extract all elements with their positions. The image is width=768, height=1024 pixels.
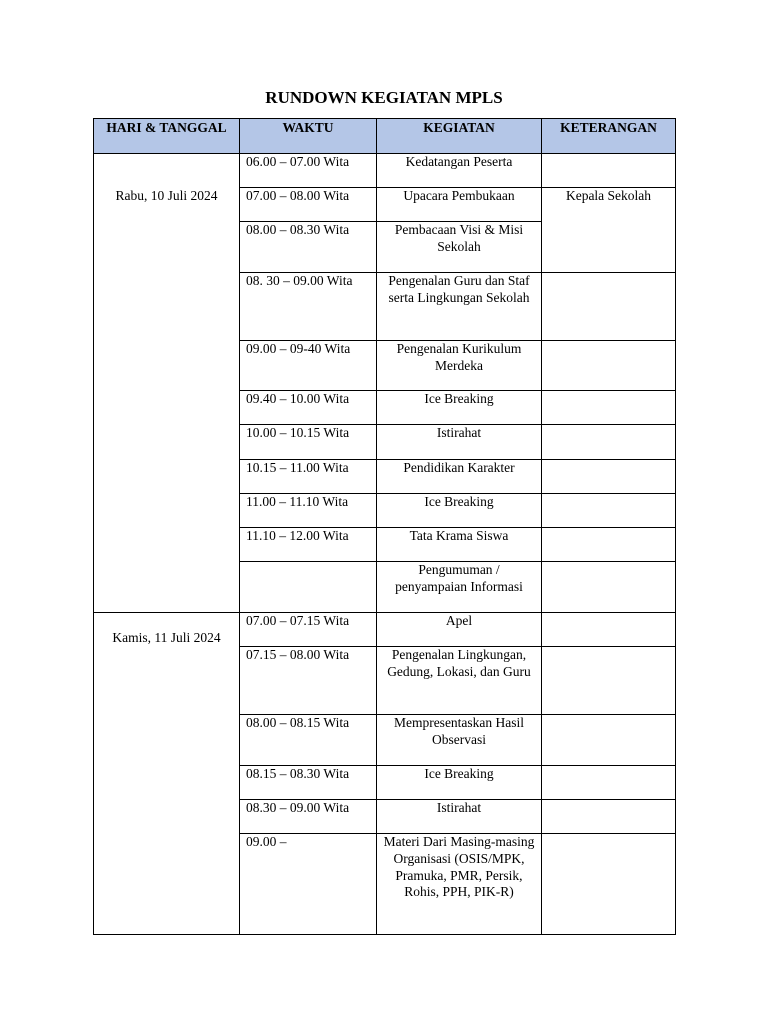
- table-row: [94, 154, 676, 188]
- time-cell: 09.40 – 10.00 Wita: [240, 391, 377, 425]
- header-row: [94, 119, 676, 154]
- activity-cell: Pembacaan Visi & Misi Sekolah: [377, 222, 542, 273]
- note-cell: [542, 391, 676, 425]
- note-cell: [542, 528, 676, 562]
- document-title: RUNDOWN KEGIATAN MPLS: [265, 88, 503, 107]
- header-time: WAKTU: [240, 119, 377, 154]
- time-cell: 09.00 –: [240, 834, 377, 935]
- note-cell: Kepala Sekolah: [542, 188, 676, 273]
- note-cell: [542, 562, 676, 613]
- time-cell: [240, 562, 377, 613]
- note-cell: [542, 460, 676, 494]
- note-cell: [542, 715, 676, 766]
- time-cell: 07.15 – 08.00 Wita: [240, 647, 377, 715]
- activity-cell: Pengenalan Kurikulum Merdeka: [377, 341, 542, 391]
- time-cell: 11.00 – 11.10 Wita: [240, 494, 377, 528]
- day-label: Rabu, 10 Juli 2024: [115, 188, 218, 203]
- note-cell: [542, 341, 676, 391]
- time-cell: 09.00 – 09-40 Wita: [240, 341, 377, 391]
- rundown-table: [93, 118, 676, 935]
- note-cell: [542, 425, 676, 460]
- activity-cell: Apel: [377, 613, 542, 647]
- activity-cell: Upacara Pembukaan: [377, 188, 542, 222]
- header-day: HARI & TANGGAL: [94, 119, 240, 154]
- note-cell: [542, 647, 676, 715]
- day-label: Kamis, 11 Juli 2024: [112, 630, 221, 645]
- activity-cell: Kedatangan Peserta: [377, 154, 542, 188]
- note-cell: [542, 154, 676, 188]
- activity-cell: Ice Breaking: [377, 766, 542, 800]
- time-cell: 11.10 – 12.00 Wita: [240, 528, 377, 562]
- activity-cell: Mempresentaskan Hasil Observasi: [377, 715, 542, 766]
- time-cell: 07.00 – 08.00 Wita: [240, 188, 377, 222]
- time-cell: 08.15 – 08.30 Wita: [240, 766, 377, 800]
- activity-cell: Ice Breaking: [377, 494, 542, 528]
- activity-cell: Tata Krama Siswa: [377, 528, 542, 562]
- header-activity: KEGIATAN: [377, 119, 542, 154]
- activity-cell: Pendidikan Karakter: [377, 460, 542, 494]
- day-cell: [94, 154, 240, 613]
- time-cell: 10.00 – 10.15 Wita: [240, 425, 377, 460]
- activity-cell: Materi Dari Masing-masing Organisasi (OSIS/MPK, Pramuka, PMR, Persik, Rohis, PPH, PIK-R): [377, 834, 542, 935]
- activity-cell: Istirahat: [377, 425, 542, 460]
- time-cell: 10.15 – 11.00 Wita: [240, 460, 377, 494]
- activity-cell: Pengumuman / penyampaian Informasi: [377, 562, 542, 613]
- time-cell: 08.30 – 09.00 Wita: [240, 800, 377, 834]
- time-cell: 08. 30 – 09.00 Wita: [240, 273, 377, 341]
- activity-cell: Pengenalan Guru dan Staf serta Lingkungan Sekolah: [377, 273, 542, 341]
- time-cell: 07.00 – 07.15 Wita: [240, 613, 377, 647]
- time-cell: 08.00 – 08.15 Wita: [240, 715, 377, 766]
- note-cell: [542, 834, 676, 935]
- note-cell: [542, 494, 676, 528]
- day-cell: [94, 613, 240, 935]
- activity-cell: Istirahat: [377, 800, 542, 834]
- note-cell: [542, 613, 676, 647]
- activity-cell: Ice Breaking: [377, 391, 542, 425]
- header-note: KETERANGAN: [542, 119, 676, 154]
- note-cell: [542, 273, 676, 341]
- time-cell: 06.00 – 07.00 Wita: [240, 154, 377, 188]
- time-cell: 08.00 – 08.30 Wita: [240, 222, 377, 273]
- activity-cell: Pengenalan Lingkungan, Gedung, Lokasi, dan Guru: [377, 647, 542, 715]
- table-row: [94, 613, 676, 647]
- note-cell: [542, 800, 676, 834]
- note-cell: [542, 766, 676, 800]
